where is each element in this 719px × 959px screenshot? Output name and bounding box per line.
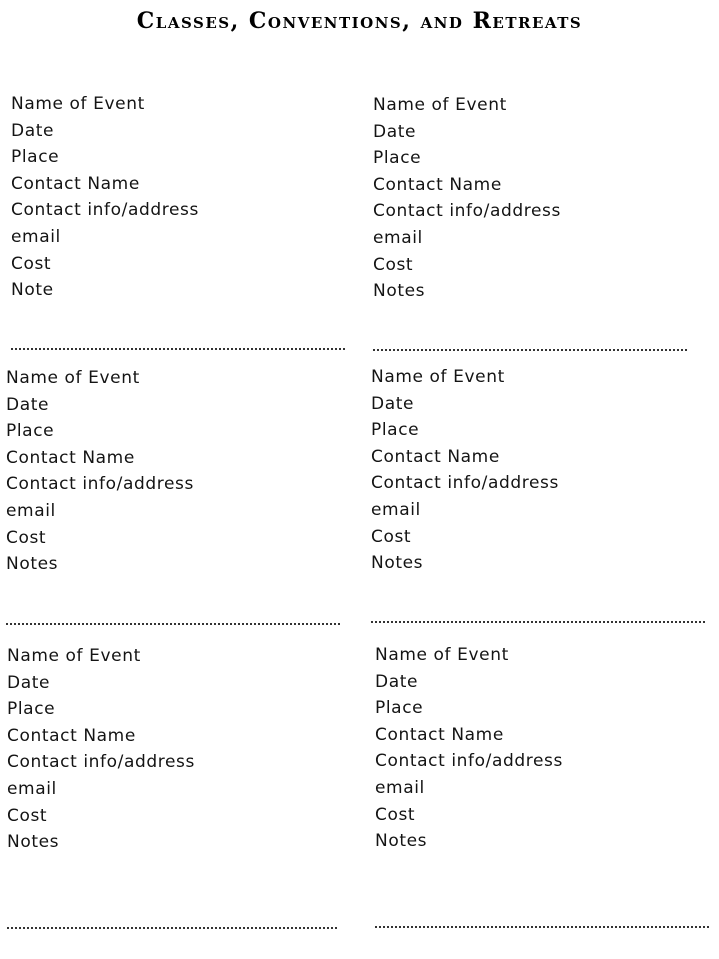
contact-info-label: Contact info/address (6, 474, 194, 495)
date-label: Date (7, 672, 51, 693)
place-label: Place (11, 147, 60, 168)
date-label: Date (375, 671, 419, 692)
name-of-event-label: Name of Event (11, 94, 145, 114)
page-title: Classes, Conventions, and Retreats (136, 8, 583, 34)
date-label: Date (371, 393, 415, 414)
place-label: Place (375, 698, 424, 719)
notes-label: Notes (373, 281, 426, 302)
name-of-event-label: Name of Event (6, 368, 140, 388)
dotted-divider (11, 348, 345, 350)
place-label: Place (6, 421, 55, 442)
cost-label: Cost (375, 804, 416, 825)
name-of-event-label: Name of Event (371, 367, 505, 387)
contact-info-label: Contact info/address (7, 752, 195, 773)
contact-info-label: Contact info/address (11, 200, 199, 221)
email-label: email (7, 778, 57, 799)
place-label: Place (373, 148, 422, 169)
cost-label: Cost (7, 805, 48, 826)
dotted-divider (6, 623, 340, 625)
contact-name-label: Contact Name (375, 724, 504, 745)
cost-label: Cost (11, 253, 52, 274)
email-label: email (373, 227, 423, 248)
cost-label: Cost (371, 526, 412, 547)
event-form-6 (375, 642, 715, 855)
email-label: email (11, 226, 61, 247)
event-form-4 (371, 364, 711, 577)
contact-info-label: Contact info/address (371, 473, 559, 494)
contact-name-label: Contact Name (371, 446, 500, 467)
contact-name-label: Contact Name (6, 447, 135, 468)
contact-name-label: Contact Name (11, 173, 140, 194)
notes-label: Notes (6, 554, 59, 575)
dotted-divider (7, 927, 337, 929)
email-label: email (6, 500, 56, 521)
place-label: Place (7, 699, 56, 720)
event-form-2 (373, 92, 713, 305)
email-label: email (375, 777, 425, 798)
contact-info-label: Contact info/address (375, 751, 563, 772)
contact-name-label: Contact Name (373, 174, 502, 195)
dotted-divider (373, 349, 687, 351)
event-form-3 (6, 365, 346, 578)
notes-label: Notes (371, 553, 424, 574)
name-of-event-label: Name of Event (375, 645, 509, 665)
date-label: Date (11, 120, 55, 141)
contact-info-label: Contact info/address (373, 201, 561, 222)
notes-label: Notes (7, 832, 60, 853)
place-label: Place (371, 420, 420, 441)
cost-label: Cost (6, 527, 47, 548)
dotted-divider (375, 926, 709, 928)
cost-label: Cost (373, 254, 414, 275)
event-form-5 (7, 643, 347, 856)
notes-label: Notes (375, 831, 428, 852)
event-form-1 (11, 91, 351, 304)
name-of-event-label: Name of Event (373, 95, 507, 115)
date-label: Date (6, 394, 50, 415)
name-of-event-label: Name of Event (7, 646, 141, 666)
date-label: Date (373, 121, 417, 142)
notes-label: Note (11, 280, 54, 301)
contact-name-label: Contact Name (7, 725, 136, 746)
email-label: email (371, 499, 421, 520)
dotted-divider (371, 621, 705, 623)
